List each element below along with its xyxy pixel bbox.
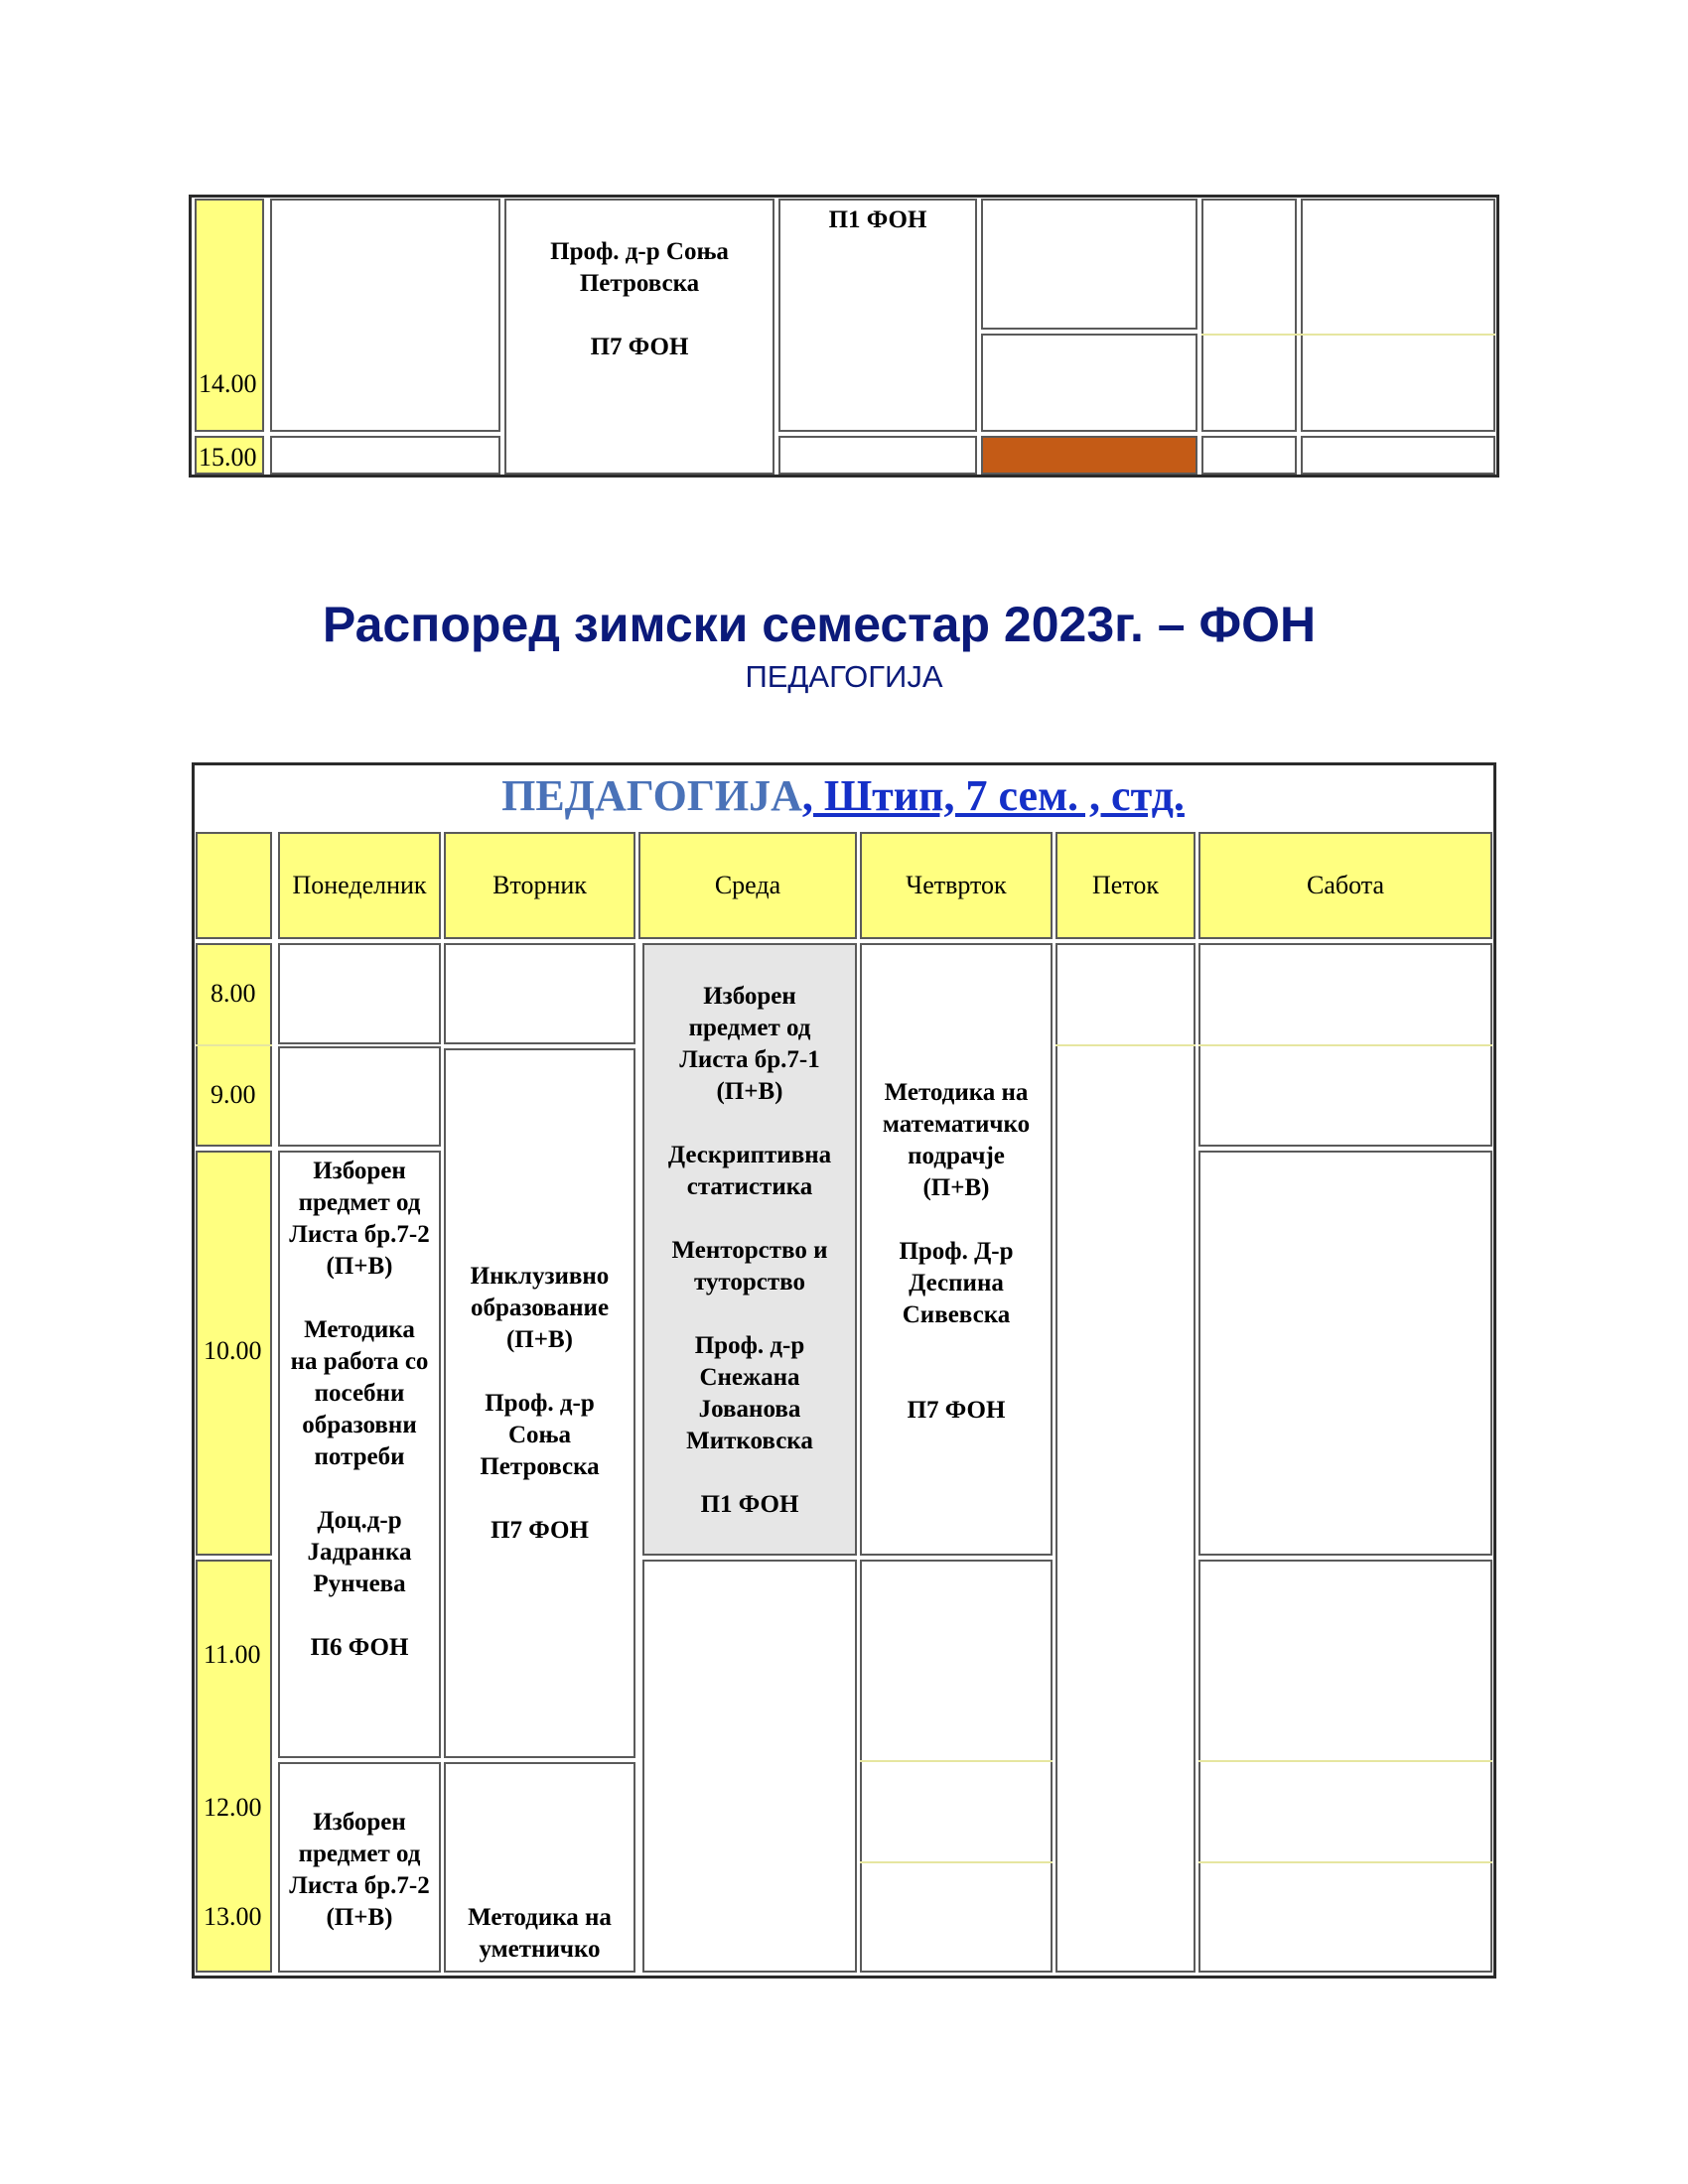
time-grid-line [196, 1044, 272, 1046]
day-label-thursday: Четврток [906, 871, 1007, 899]
top-saturday-cell-15 [1301, 436, 1495, 475]
page-subtitle: ПЕДАГОГИЈА [745, 659, 943, 694]
tuesday-art-text: Методика на уметничко [468, 1904, 612, 1963]
time-10: 10.00 [204, 1336, 262, 1365]
day-label-wednesday: Среда [714, 871, 781, 899]
page-title: Распоред зимски семестар 2023г. – ФОН [322, 597, 1317, 652]
day-label-monday: Понеделник [292, 871, 427, 899]
monday-9-cell [278, 1046, 441, 1147]
top-thursday-cell-b [981, 334, 1197, 432]
top-friday-cell-15 [1201, 436, 1297, 475]
monday-course-text: Изборен предмет од Листа бр.7-2 (П+В) Методика на работа со посебни образовни потреби Доц.д-р Јадранка Рунчева П6 ФОН [289, 1158, 430, 1661]
top-wednesday-cell-15 [778, 436, 977, 475]
top-monday-cell [270, 199, 500, 432]
saturday-10-cell [1198, 1151, 1492, 1556]
thursday-course-text: Методика на математичко подрачје (П+В) Проф. Д-р Деспина Сивевска П7 ФОН [882, 1079, 1031, 1424]
time-8: 8.00 [211, 979, 256, 1008]
table-title-link[interactable]: , Штип, 7 сем. , стд. [801, 771, 1185, 820]
time-11: 11.00 [204, 1640, 261, 1669]
monday-8-cell [278, 943, 441, 1044]
top-grid-line [1201, 334, 1495, 336]
header-corner [196, 832, 272, 939]
top-thursday-highlight [981, 436, 1197, 475]
saturday-grid-line-a [1198, 1044, 1492, 1046]
saturday-grid-line-c [1198, 1861, 1492, 1863]
thursday-empty-cell [860, 1560, 1053, 1973]
table-title [197, 770, 1489, 821]
saturday-11-13-cell [1198, 1560, 1492, 1973]
time-12: 12.00 [204, 1793, 262, 1822]
time-9: 9.00 [211, 1080, 256, 1109]
tuesday-8-cell [444, 943, 635, 1044]
day-label-saturday: Сабота [1307, 871, 1384, 899]
saturday-grid-line-b [1198, 1760, 1492, 1762]
wednesday-empty-cell [642, 1560, 857, 1973]
top-time-14: 14.00 [199, 369, 257, 398]
monday-elective-text: Изборен предмет од Листа бр.7-2 (П+В) [289, 1809, 430, 1931]
day-label-friday: Петок [1092, 871, 1159, 899]
time-13: 13.00 [204, 1902, 262, 1931]
top-tuesday-text: Проф. д-р Соња Петровска П7 ФОН [550, 238, 729, 360]
friday-cell [1055, 943, 1196, 1973]
day-label-tuesday: Вторник [492, 871, 587, 899]
table-title-program: ПЕДАГОГИЈА [501, 771, 802, 820]
wednesday-course-text: Изборен предмет од Листа бр.7-1 (П+В) Дескриптивна статистика Менторство и туторство Проф. д-р Снежана Јованова Митковска П1 ФОН [667, 983, 832, 1518]
tuesday-course-text: Инклузивно образование (П+В) Проф. д-р Соња Петровска П7 ФОН [470, 1263, 610, 1544]
top-thursday-cell-a [981, 199, 1197, 330]
top-wednesday-text: П1 ФОН [828, 206, 927, 233]
friday-grid-line [1055, 1044, 1196, 1046]
top-saturday-cell [1301, 199, 1495, 432]
thursday-grid-line-b [860, 1861, 1053, 1863]
top-monday-cell-15 [270, 436, 500, 475]
thursday-grid-line-a [860, 1760, 1053, 1762]
top-friday-cell [1201, 199, 1297, 432]
top-time-15: 15.00 [199, 443, 257, 472]
